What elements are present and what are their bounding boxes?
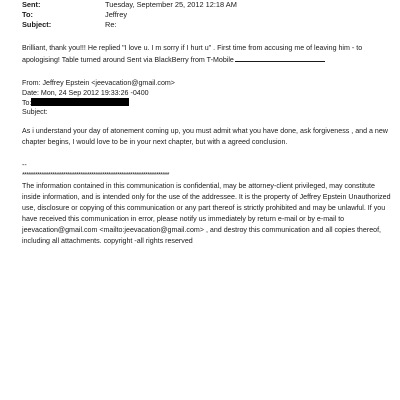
redaction-bar <box>31 98 129 106</box>
subject-value: Re: <box>105 20 117 29</box>
to-row <box>22 10 127 19</box>
disclaimer-line: inside information, and is intended only for the use of the addressee. It is the property of Jeffrey Epstein Unauthorized <box>22 193 391 201</box>
underline-blank <box>235 54 325 62</box>
subject-row <box>22 20 117 29</box>
reply-line-1: Brilliant, thank you!!! He replied "I love u. I m sorry if I hurt u" . First time from accusing me of leaving him - to <box>22 44 363 52</box>
sent-label: Sent: <box>22 0 41 9</box>
quoted-message-line-1: As i understand your day of atonement coming up, you must admit what you have done, ask forgiveness , and a new <box>22 127 388 135</box>
disclaimer-line: have received this communication in error, please notify us immediately by return e-mail or by e-mail to <box>22 215 345 223</box>
quoted-from-line: From: Jeffrey Epstein <jeevacation@gmail.com> <box>22 79 175 87</box>
disclaimer-line: The information contained in this communication is confidential, may be attorney-client privileged, may constitute <box>22 182 375 190</box>
quoted-date-line: Date: Mon, 24 Sep 2012 19:33:26 -0400 <box>22 89 149 97</box>
disclaimer-line: including all attachments. copyright -all rights reserved <box>22 237 193 245</box>
disclaimer-line: use, disclosure or copying of this communication or any part thereof is strictly prohibited and may be unlawful. If you <box>22 204 386 212</box>
reply-line-2 <box>22 54 380 65</box>
to-value: Jeffrey <box>105 10 128 19</box>
sent-row <box>22 0 237 9</box>
quoted-to-label: To: <box>22 99 32 107</box>
star-separator: ******************************************************************** <box>22 171 169 179</box>
quoted-message-line-2: chapter begins, I would love to be in your next chapter, but with a agreed conclusion. <box>22 138 288 146</box>
subject-label: Subject: <box>22 20 52 29</box>
signature-dashes: -- <box>22 161 27 169</box>
sent-value: Tuesday, September 25, 2012 12:18 AM <box>105 0 237 9</box>
reply-line-2-text: apologising! Table turned around Sent via BlackBerry from T-Mobile <box>22 56 234 64</box>
disclaimer-line: jeevacation@gmail.com <mailto:jeevacation@gmail.com> , and destroy this communication and all copies thereof, <box>22 226 382 234</box>
quoted-subject-line: Subject: <box>22 108 48 116</box>
to-label: To: <box>22 10 33 19</box>
